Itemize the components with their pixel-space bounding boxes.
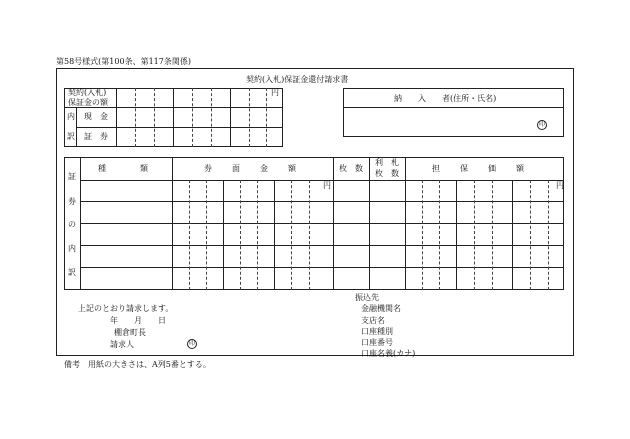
payer-seal-icon: 印 — [538, 121, 545, 128]
request-statement: 上記のとおり請求します。 — [78, 304, 174, 313]
header-type: 種 類 — [98, 164, 154, 173]
payer-label: 納 入 者(住所・氏名) — [394, 94, 497, 103]
header-collateral-value: 担 保 価 額 — [432, 164, 530, 173]
header-count: 枚 数 — [339, 164, 363, 173]
side-char-2: 券 — [68, 197, 76, 206]
bank-account-type: 口座種別 — [361, 327, 393, 336]
requester-label: 請求人 — [110, 340, 134, 349]
side-char-5: 訳 — [68, 268, 76, 277]
header-interest-2: 枚 数 — [375, 169, 399, 178]
securities-label: 証 券 — [84, 132, 108, 141]
breakdown-char-2: 訳 — [67, 132, 75, 141]
cash-label: 現 金 — [84, 112, 108, 121]
bank-heading: 振込先 — [355, 293, 379, 302]
form-number: 第58号様式(第100条、第117条関係) — [56, 57, 191, 66]
face-value-yen: 円 — [323, 181, 331, 190]
requester-seal-icon: 印 — [188, 340, 195, 347]
collateral-yen: 円 — [556, 181, 564, 190]
side-char-4: 内 — [68, 244, 76, 253]
bank-account-name: 口座名義(カナ) — [361, 349, 416, 358]
breakdown-char-1: 内 — [67, 112, 75, 121]
date-day: 日 — [158, 316, 166, 325]
guarantee-amount-label-2: 保証金の額 — [68, 98, 108, 107]
header-interest-1: 利 札 — [375, 158, 399, 167]
bank-account-number: 口座番号 — [361, 338, 393, 347]
side-char-1: 証 — [68, 172, 76, 181]
form-title: 契約(入札)保証金還付請求書 — [246, 75, 349, 84]
bank-institution: 金融機関名 — [361, 304, 401, 313]
side-char-3: の — [68, 220, 76, 229]
header-face-value: 券 面 金 額 — [204, 164, 302, 173]
date-year: 年 — [110, 316, 118, 325]
guarantee-amount-label-1: 契約(入札) — [68, 88, 107, 97]
addressee: 棚倉町長 — [114, 328, 146, 337]
yen-unit: 円 — [271, 88, 279, 97]
note: 備考 用紙の大きさは、A列5番とする。 — [64, 360, 211, 369]
bank-branch: 支店名 — [361, 316, 385, 325]
date-month: 月 — [134, 316, 142, 325]
